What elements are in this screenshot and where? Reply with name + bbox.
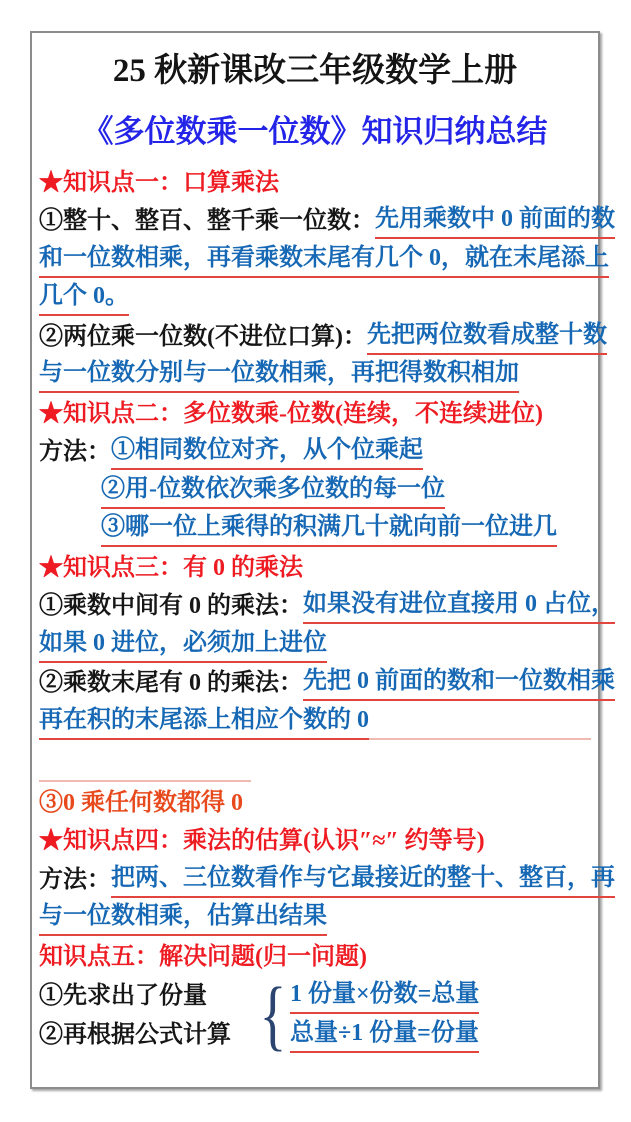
text-segment: ★知识点二：多位数乘-位数(连续，不连续进位) [39,400,543,427]
text-segment: 知识点五：解决问题(归一问题) [39,943,367,970]
kp5-heading [39,936,591,975]
kp2-method-step2 [39,470,591,509]
text-segment: ★知识点四：乘法的估算(认识″≈″ 约等号) [39,828,485,854]
kp3-heading [39,547,591,586]
kp3-item2-cont [39,701,591,740]
text-segment: 方法： [39,439,111,465]
text-segment: ③0 乘任何数都得 0 [39,789,243,816]
text-segment: 如果没有进位直接用 0 占位， [303,586,615,624]
text-segment: ①乘数中间有 0 的乘法： [39,593,303,619]
text-segment: 与一位数相乘，估算出结果 [39,898,327,936]
kp1-item2-cont [39,355,591,394]
kp3-item3 [39,782,591,821]
kp3-item1 [39,586,615,625]
text-segment: 与一位数分别与一位数相乘，再把得数积相加 [39,355,519,393]
text-segment: ★知识点三：有 0 的乘法 [39,554,303,581]
text-segment: 和一位数相乘，再看乘数末尾有几个 0，就在末尾添上 [39,240,609,278]
kp3-item2 [39,663,615,702]
document-page [30,31,615,1089]
formula-step-2-label: ②再根据公式计算 [39,1021,231,1048]
curly-brace: { [259,970,287,1058]
formula-equations [290,976,479,1053]
kp4-heading [39,821,591,860]
kp1-item1-cont1 [39,239,609,278]
kp3-item1-cont [39,624,591,663]
formula-equation-2-text: 总量÷1 份量=份量 [290,1015,479,1053]
text-segment: ②乘数末尾有 0 的乘法： [39,670,303,696]
formula-step-1-label: ①先求出了份量 [39,983,207,1009]
formula-block [39,970,591,1058]
text-segment: ①整十、整百、整千乘一位数： [39,208,375,234]
text-segment: ②用-位数依次乘多位数的每一位 [101,471,445,509]
kp2-method-step3 [39,509,591,548]
kp1-item2 [39,316,607,355]
formula-step-1 [39,976,256,1015]
text-segment: 如果 0 进位，必须加上进位 [39,625,327,663]
page-subtitle: 《多位数乘一位数》知识归纳总结 [82,114,548,149]
text-segment: ★知识点一：口算乘法 [39,169,279,196]
kp1-item1-cont2 [39,278,591,317]
formula-steps [39,976,256,1053]
text-segment: ②两位乘一位数(不进位口算)： [39,323,367,350]
formula-equation-1-text: 1 份量×份数=总量 [290,976,479,1014]
text-segment: ③哪一位上乘得的积满几十就向前一位进几 [101,509,557,547]
kp2-method-step1 [39,432,591,471]
text-segment: 再在积的末尾添上相应个数的 0 [39,702,369,740]
body-lines [39,158,615,975]
text-segment: 把两、三位数看作与它最接近的整十、整百，再 [111,860,615,898]
kp2-heading [39,393,591,432]
kp1-heading [39,162,591,201]
formula-step-2 [39,1014,256,1053]
text-segment: 先把两位数看成整十数 [367,317,607,355]
text-segment: ①相同数位对齐，从个位乘起 [111,432,423,470]
page-title: 25 秋新课改三年级数学上册 [112,53,518,89]
formula-equation-1 [290,976,479,1015]
kp4-method-cont [39,898,591,937]
text-segment: 先把 0 前面的数和一位数相乘 [303,663,615,701]
formula-equation-2 [290,1014,479,1053]
underline-rule [39,744,251,782]
underline-fill [369,704,591,740]
kp1-item1 [39,201,615,240]
text-segment: 先用乘数中 0 前面的数 [375,201,615,239]
empty-underline-rule [39,744,591,783]
text-segment: 几个 0。 [39,278,129,316]
text-segment: 方法： [39,866,111,893]
kp4-method [39,859,615,898]
